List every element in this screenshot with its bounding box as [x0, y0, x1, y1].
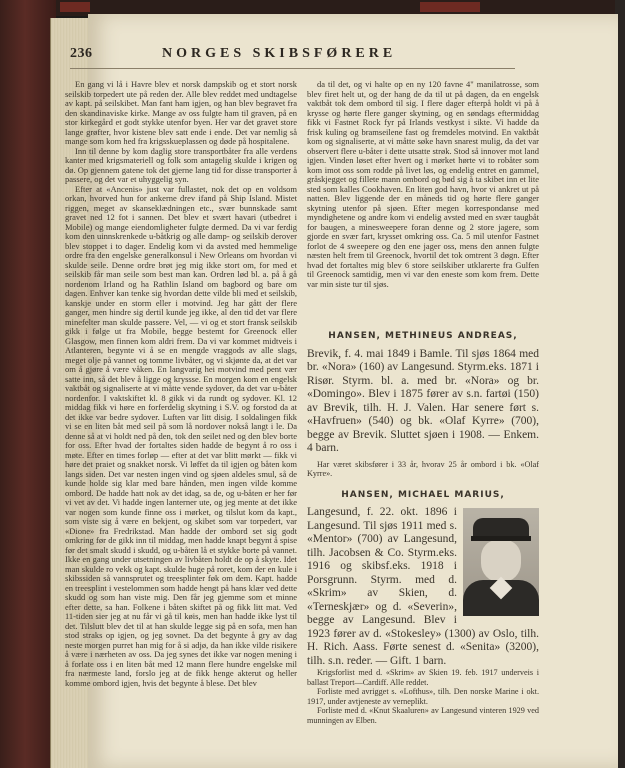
running-head: NORGES SKIBSFØRERE: [162, 46, 397, 61]
left-column: [65, 80, 297, 750]
entry-body: Brevik, f. 4. mai 1849 i Bamle. Til sjøs 1864 med br. «Nora» (160) av Langesund. Styrm.eks. 1871 i Risør. Styrm. bl. a. med br. «Nora» og br. «Domingo». Blev i 1875 fører av s.n. fartøi (150) av Brevik, tilh. H. J. Valen. Har senere ført s. «Havfruen» (540) og bk. «Olaf Kyrre» (700), begge av Brevik. Sluttet sjøen i 1908. — Enkem. 4 barn.: [307, 347, 539, 454]
entry-heading: HANSEN, METHINEUS ANDREAS,: [328, 331, 518, 341]
entry-heading: HANSEN, MICHAEL MARIUS,: [341, 489, 505, 500]
paragraph: Inn til denne by kom daglig store transportbåter fra alle verdens kanter med krigsmateriell og folk som antagelig skulde i krigen og dø. Op gjennem gatene tok det gjerne lang tid for disse transporter å passere, og det var et uhyggelig syn.: [65, 145, 297, 184]
entry-body: Langesund, f. 22. okt. 1896 i Langesund. Til sjøs 1911 med s. «Mentor» (700) av Langesund, tilh. Jacobsen & Co. Styrm.eks. 1916 og skibsf.eks. 1918 i Porsgrunn. Styrm. med d. «Skrim» av Skien, d. «Terneskjær» og d. «Severin», begge av Langesund. Blev i 1923 fører av d. «Stokesley» (1300) av Oslo, tilh. H. Rich. Aass. Førte senest d. «Senita» (3200), tilh. s.n. reder. — Gift. 1 barn.: [307, 506, 539, 667]
paragraph: Efter at «Ancenis» just var fullastet, nok det op en voldsom orkan, hvorved hun for ankerne drev ifand på Ship Island. Mistet riggen, meget av skanseklædningen etc., svær bunnskade samt gravet ned 12 fot i sannen. Det blev et svært havari (utbedret i Mobile) og mange eiendomligheter fulgte dermed. Da vi var ferdig kom den uinnskrenkede u-båtkrig og alle damp- og seilskib derover blev stoppet i to dager. Endelig kom vi da avsted med hemmelige ordre fra den engelske generalkonsul i New Orleans om hvordan vi skulde seile. Denne ordre brøt jeg mig ikke stort om, for med et seilskib får man seile som best man kan. Ordren lød bl. a. på å gå nordenom Irland og ha Rathlin Island om bagbord og bare om dagen. Enhver kan tenke sig hvordan dette vilde bli med et seilskib, kanskje under en storm eller i motvind. Jeg har gått der flere ganger, men hindre sig dertil kunde jeg ikke, al den tid det var flere minefelter man skulde passere. Vel, — vi og et stort fransk seilskib gikk i følge ut fra Mobile, begge bestemt for Greenock eller Glasgow, men finnen kom aldri frem. Da vi var kommet midtveis i Atlanteren, begynte vi å se en mengde vraggods av alle slags, meget olje på vannet og tomme livbåter, og vi skjønte da, at det var om å gjøre å være våken. En langvarig hei motvind med pent vær satte inn, så det blev å ligge og kryssse. En morgen kom en engelsk vaktbåt og signaliserte at vi måtte vende sydover, da det var u-båter nordenfor. I vaktskiftet kl. 8 gikk vi da rundt og sydover. Kl. 12 middag fikk vi høre en forferdelig skytning i S.V. og forstod da at det ikke var bedre sydover. Luften var litt disig. I soldalingen fikk vi se en liten båt med seil på som lå nordover nokså langt i le. Da denne så at vi holdt ned på den, tok den seilet ned og den blev borte for oss. Efter hvad der fortaltes siden hadde de begynt å ro oss i møte. Efter en times forløp — efter at det var blitt mørkt — fikk vi høre det praiet og snakket norsk. Vi løffet da til igjen og båten kom langs siden. Det var nesten ingen vind og sjøen aldeles smul, så de kunde holde sig klar med bare hånden, men ingen vilde komme ombord. De hadde hatt nok av det idag, sa de, og u-båten er her før vi vet av det. Vi hadde ingen lanterner ute, og jeg mente at det ikke var nogen som kunde finne oss i mørket, og tilslut kom da kapt., som viste sig å være en bekjent, og skibet som var torpedert, var «Dione» fra Fredrikstad. Man hadde der ombord set sig godt omkring før de gikk inn til middag, men hadde knapt begynt å spise før det smalt skudd i skudd, og u-båten lå et stykke borte på vannet. Ikke en gang under utsetningen av livbåten holdt de op å skyte. Idet man skulde ro vekk og kapt. skulde huge på roret, kom der en kule i skibssiden så vannsprutet og treesplinter føk om dem. Kapt. hadde en treesplint i vestelommen som hadde hengt på hans klær ved dette skudd og som han viste mig. Den får jeg gjemme som et minne efter dette, sa han. Folkene i båten skiftet på og fikk litt mat. Ved 11-tiden sier jeg at nu får vi gå til køis, men han hadde ikke lyst til det. Tilslutt blev det til at han skulde legge sig på en sofa, men han stod straks op igjen, og jeg sovnet. Da det begynte å gry av dag neste morgen purret han mig for å si adjø, da han ikke vilde risikere å være i nærheten av oss. Da jeg synes det ikke var nogen mening i å forlate oss i en liten båt med 12 mann flere hundre engelske mil fra nærmeste land, forslo jeg at de fikk henge akterut og heller komme ombord igjen, hvis det begynte å blese. Det blev: [65, 183, 297, 688]
entry-note: Forliste med d. «Knut Skaaluren» av Langesund vinteren 1929 ved munningen av Elben.: [307, 706, 539, 725]
book-cover: [0, 0, 56, 768]
portrait-visor: [471, 536, 531, 541]
paragraph: da til det, og vi halte op en ny 120 favne 4" manilatrosse, som blev firet helt ut, og der hang de da til ut på dagen, da en engelsk vaktbåt tok dem ombord til sig. I flere dager efterpå holdt vi på å krysse og hørte flere ganger skytning, og en søndags eftermiddag fikk vi Fastnet Rock fyr på Irlands vestkyst i sikte. Vi hadde da frisk kuling og bramseilene fast og fremdeles motvind. En vaktbåt kom og signaliserte, at vi måtte søke havn snarest mulig, da det var observert flere u-båter i dette utsatte strøk. Stod så innover mot land igjen. Vinden løset efter hvert og i mørket hørte vi to robåter som kom imot oss som rodde på livet løs, og endelig entret en gammel, gråskjegget og fillete mann ombord og bød sig å ta skibet inn et lite sted som kalles Cookhaven. En liten god havn, hvor vi ankret ut på natten. Blev liggende der en måneds tid og hørte flere ganger skytning utenfor på sjøen. Efter megen korrespondanse med myndighetene og andre kom vi endelig avsted med en svær taugbåt for baugen, a minesweepere foran denne og 2 store jagere, som gjorde en svær fart, krysset omkring oss. Ca. 5 mil utenfor Fastnet forlot de 4 sweepere og den ene jager oss, mens den annen fulgte næsten helt frem til Greenock, hvortil det tok omtrent 3 døgn. Efter hvad det fortaltes mig blev 6 store seilskiber utklarerte fra Gulfen til Greenock samtidig, men vi var den eneste som kom frem. Dette var min siste tur til sjøs.: [307, 80, 539, 289]
paragraph: En gang vi lå i Havre blev et norsk dampskib og et stort norsk seilskib torpedert ute på reden der. Alle blev reddet med undtagelse av kapt. på seilskibet. Man fant ham igjen, og han blev begravet fra den skandinaviske kirke. Mange av oss fulgte ham til graven, på en stor kirkegård et godt stykke utenfor byen. Her var det gravet store lange grøfter, hvor kistene blev satt ende i ende. Det var nemlig så mange som kom hed fra krigsskueplassen og døde på hospitalene.: [65, 80, 297, 146]
captain-portrait: [463, 508, 539, 616]
biography-entry: [307, 491, 539, 726]
entry-note: Har været skibsfører i 33 år, hvorav 25 år ombord i bk. «Olaf Kyrre».: [307, 459, 539, 478]
cover-fleck: [420, 2, 480, 12]
biography-entry: [307, 332, 539, 479]
entry-note: Forliste med avrigget s. «Lofthus», tilh. Den norske Marine i okt. 1917, under avtjeneste av verneplikt.: [307, 687, 539, 706]
portrait-cap: [473, 518, 529, 538]
page-number: 236: [70, 46, 93, 61]
cover-fleck: [60, 2, 90, 12]
entry-note: Krigsforlist med d. «Skrim» av Skien 19. feb. 1917 underveis i ballast Treport—Cardiff. Alle reddet.: [307, 668, 539, 687]
right-column: [307, 80, 539, 725]
entry-notes: [307, 668, 539, 725]
header-rule: [70, 68, 515, 69]
page-header: [70, 46, 615, 66]
continued-text: [307, 80, 539, 320]
